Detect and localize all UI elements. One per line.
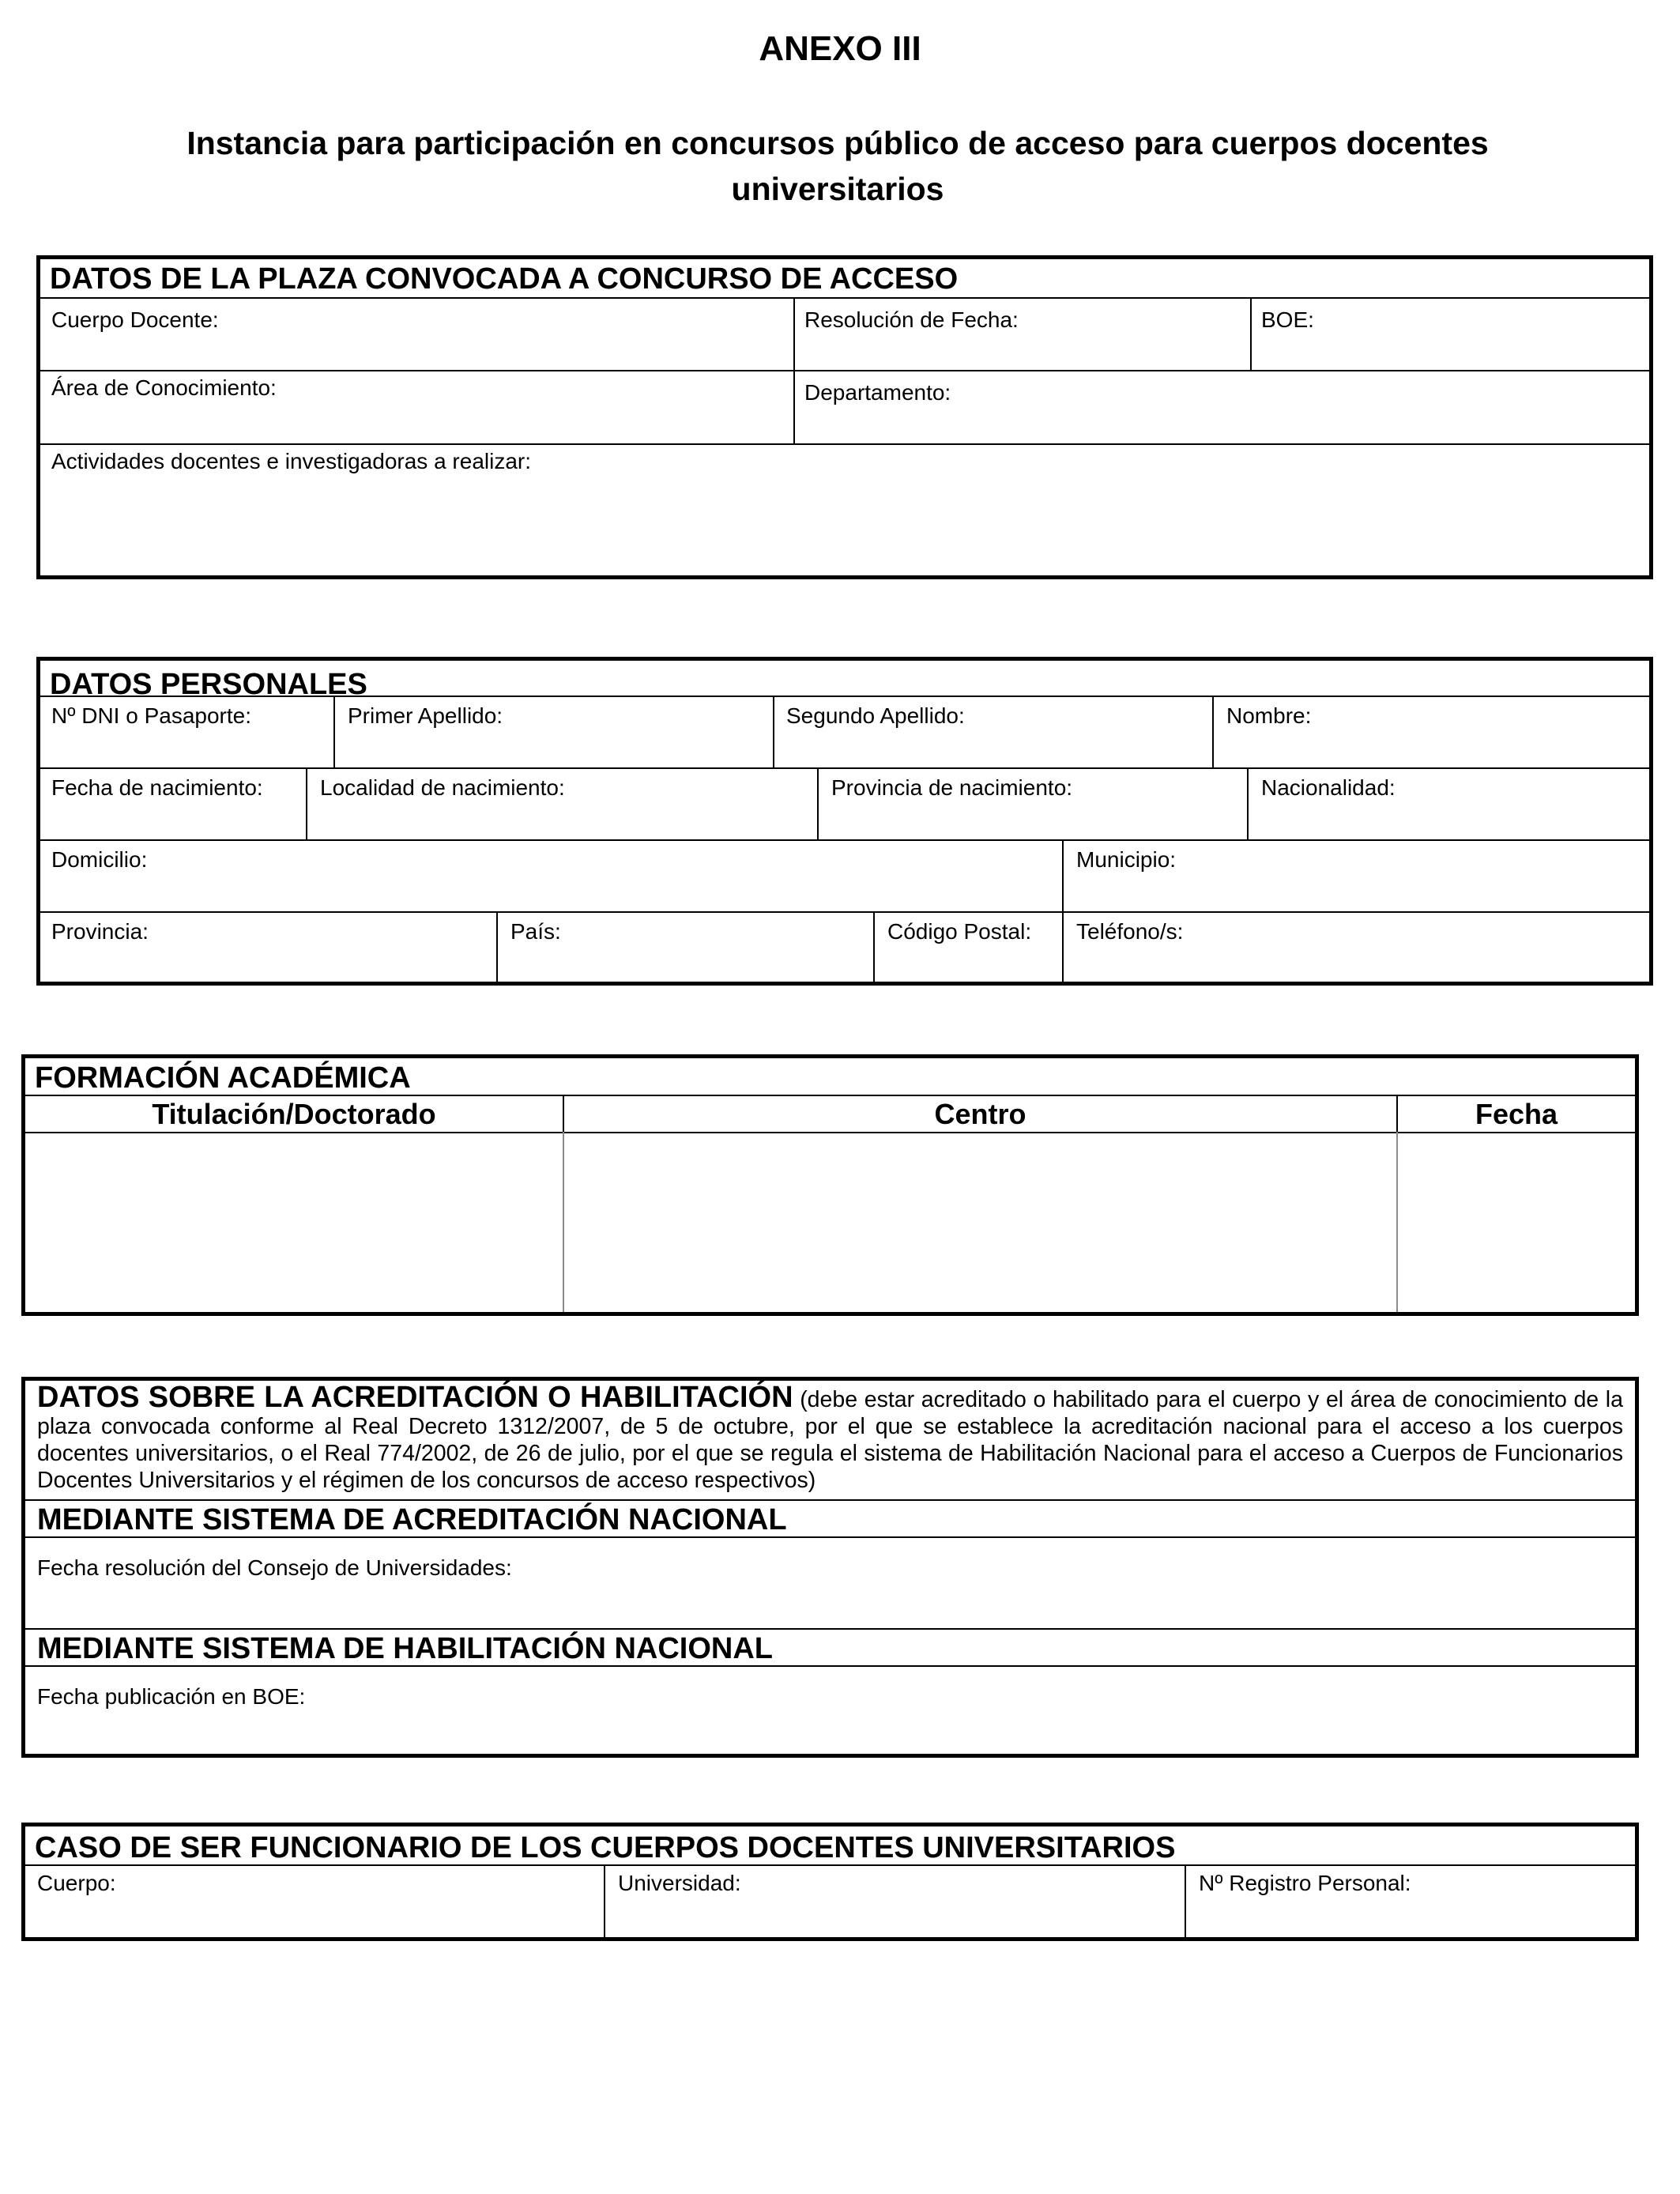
section-formacion [21,1054,1639,1316]
section-acreditacion-heading: DATOS SOBRE LA ACREDITACIÓN O HABILITACIÓN [37,1381,793,1414]
departamento-field[interactable]: Departamento: [804,380,951,405]
fecha-nacimiento-field[interactable]: Fecha de nacimiento: [51,775,263,800]
acreditacion-note: (debe estar acreditado o habilitado para el cuerpo y el área de conocimiento de la plaza convocada conforme al Real Decreto 1312/2007, de 5 de octubre, por el que se establece la acreditación nacional para el acceso a los cuerpos docentes universitarios, o el Real 774/2002, de 26 de julio, por el que se regula el sistema de Habilitación Nacional para el acceso a Cuerpos de Funcionarios Docentes Universitarios y el régimen de los concursos de acceso respectivos) [37,1387,1623,1493]
acreditacion-intro [37,1381,1623,1494]
dni-field[interactable]: Nº DNI o Pasaporte: [51,703,251,728]
page-title: ANEXO III [759,29,921,68]
registro-personal-field[interactable]: Nº Registro Personal: [1199,1871,1411,1895]
codigo-postal-field[interactable]: Código Postal: [887,919,1032,944]
page-subtitle: Instancia para participación en concursos público de acceso para cuerpos docentes universitarios [186,125,1489,207]
column-header-titulacion: Titulación/Doctorado [152,1098,436,1130]
area-conocimiento-field[interactable]: Área de Conocimiento: [51,375,277,400]
acreditacion-nacional-heading: MEDIANTE SISTEMA DE ACREDITACIÓN NACIONAL [37,1503,787,1536]
municipio-field[interactable]: Municipio: [1076,847,1177,872]
section-funcionario [21,1823,1639,1941]
segundo-apellido-field[interactable]: Segundo Apellido: [786,703,965,728]
cuerpo-docente-field[interactable]: Cuerpo Docente: [51,307,219,332]
column-header-centro: Centro [934,1098,1026,1130]
telefono-field[interactable]: Teléfono/s: [1076,919,1184,944]
section-acreditacion [21,1377,1639,1758]
section-formacion-heading: FORMACIÓN ACADÉMICA [35,1061,411,1095]
section-funcionario-heading: CASO DE SER FUNCIONARIO DE LOS CUERPOS DOCENTES UNIVERSITARIOS [35,1831,1176,1864]
column-header-fecha: Fecha [1475,1098,1558,1130]
universidad-field[interactable]: Universidad: [618,1871,741,1895]
provincia-nacimiento-field[interactable]: Provincia de nacimiento: [831,775,1073,800]
primer-apellido-field[interactable]: Primer Apellido: [348,703,503,728]
domicilio-field[interactable]: Domicilio: [51,847,148,872]
cuerpo-field[interactable]: Cuerpo: [37,1871,116,1895]
formacion-entry-area[interactable] [25,1133,1635,1312]
section-personales [36,657,1653,986]
fecha-resolucion-field[interactable]: Fecha resolución del Consejo de Universidades: [37,1555,512,1580]
actividades-field[interactable]: Actividades docentes e investigadoras a realizar: [51,449,532,473]
section-personales-heading: DATOS PERSONALES [50,668,367,701]
fecha-publicacion-boe-field[interactable]: Fecha publicación en BOE: [37,1684,306,1709]
pais-field[interactable]: País: [510,919,561,944]
localidad-nacimiento-field[interactable]: Localidad de nacimiento: [320,775,565,800]
nacionalidad-field[interactable]: Nacionalidad: [1261,775,1396,800]
habilitacion-nacional-heading: MEDIANTE SISTEMA DE HABILITACIÓN NACIONAL [37,1632,773,1665]
resolucion-fecha-field[interactable]: Resolución de Fecha: [804,307,1019,332]
section-plaza-heading: DATOS DE LA PLAZA CONVOCADA A CONCURSO DE ACCESO [50,262,959,296]
section-plaza [36,255,1653,579]
boe-field[interactable]: BOE: [1261,307,1314,332]
nombre-field[interactable]: Nombre: [1226,703,1312,728]
provincia-field[interactable]: Provincia: [51,919,149,944]
